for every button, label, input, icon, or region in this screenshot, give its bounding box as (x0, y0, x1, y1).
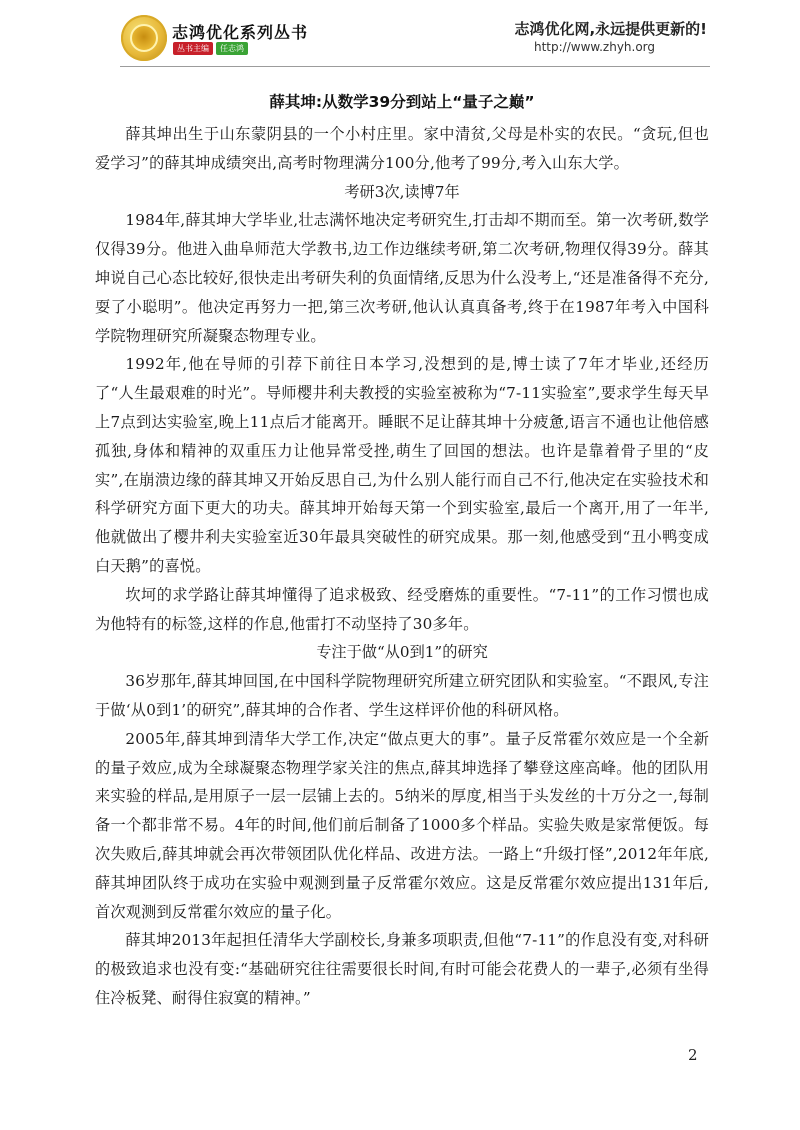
section-heading-1: 考研3次,读博7年 (344, 182, 460, 201)
site-url: http://www.zhyh.org (534, 40, 656, 54)
brand-tags (173, 42, 248, 55)
header-divider (120, 66, 710, 67)
brand-logo-icon (121, 15, 167, 61)
body-paragraph: 2005年,薛其坤到清华大学工作,决定“做点更大的事”。量子反常霍尔效应是一个全新的量子效应,成为全球凝聚态物理学家关注的焦点,薛其坤选择了攀登这座高峰。他的团队用来实验的样品,是用原子一层一层铺上去的。5纳米的厚度,相当于头发丝的十万分之一,每制备一个都非常不易。4年的时间,他们前后制备了1000多个样品。实验失败是家常便饭。每次失败后,薛其坤就会再次带领团队优化样品、改进方法。一路上“升级打怪”,2012年年底,薛其坤团队终于成功在实验中观测到量子反常霍尔效应。这是反常霍尔效应提出131年后,首次观测到反常霍尔效应的量子化。 (95, 729, 709, 921)
page-header (0, 0, 800, 78)
body-paragraph: 薛其坤2013年起担任清华大学副校长,身兼多项职责,但他“7-11”的作息没有变,对科研的极致追求也没有变:“基础研究往往需要很长时间,有时可能会花费人的一辈子,必须有坐得住冷板凳、耐得住寂寞的精神。” (95, 931, 709, 1007)
brand-title: 志鸿优化系列丛书 (172, 23, 309, 42)
series-editor-tag: 丛书主编 (173, 42, 213, 55)
body-paragraph: 1984年,薛其坤大学毕业,壮志满怀地决定考研究生,打击却不期而至。第一次考研,数学仅得39分。他进入曲阜师范大学教书,边工作边继续考研,第二次考研,物理仅得39分。薛其坤说自己心态比较好,很快走出考研失利的负面情绪,反思为什么没考上,“还是准备得不充分,耍了小聪明”。他决定再努力一把,第三次考研,他认认真真备考,终于在1987年考入中国科学院物理研究所凝聚态物理专业。 (95, 211, 709, 345)
body-paragraph: 36岁那年,薛其坤回国,在中国科学院物理研究所建立研究团队和实验室。“不跟风,专注于做‘从0到1’的研究”,薛其坤的合作者、学生这样评价他的科研风格。 (95, 672, 709, 719)
page-number: 2 (688, 1046, 698, 1064)
section-heading-2: 专注于做“从0到1”的研究 (316, 643, 488, 662)
site-slogan: 志鸿优化网,永远提供更新的! (514, 20, 707, 38)
editor-name-tag: 任志鸿 (216, 42, 248, 55)
article (95, 92, 709, 1013)
intro-paragraph: 薛其坤出生于山东蒙阴县的一个小村庄里。家中清贫,父母是朴实的农民。“贪玩,但也爱学习”的薛其坤成绩突出,高考时物理满分100分,他考了99分,考入山东大学。 (95, 125, 709, 172)
article-title: 薛其坤:从数学39分到站上“量子之巅” (269, 93, 535, 111)
body-paragraph: 1992年,他在导师的引荐下前往日本学习,没想到的是,博士读了7年才毕业,还经历了“人生最艰难的时光”。导师樱井利夫教授的实验室被称为“7-11实验室”,要求学生每天早上7点到达实验室,晚上11点后才能离开。睡眠不足让薛其坤十分疲惫,语言不通也让他倍感孤独,身体和精神的双重压力让他异常受挫,萌生了回国的想法。也许是靠着骨子里的“皮实”,在崩溃边缘的薛其坤又开始反思自己,为什么别人能行而自己不行,他决定在实验技术和科学研究方面下更大的功夫。薛其坤开始每天第一个到实验室,最后一个离开,用了一年半,他就做出了樱井利夫实验室近30年最具突破性的研究成果。那一刻,他感受到“丑小鸭变成白天鹅”的喜悦。 (95, 355, 709, 575)
body-paragraph: 坎坷的求学路让薛其坤懂得了追求极致、经受磨炼的重要性。“7-11”的工作习惯也成为他特有的标签,这样的作息,他雷打不动坚持了30多年。 (95, 585, 709, 633)
